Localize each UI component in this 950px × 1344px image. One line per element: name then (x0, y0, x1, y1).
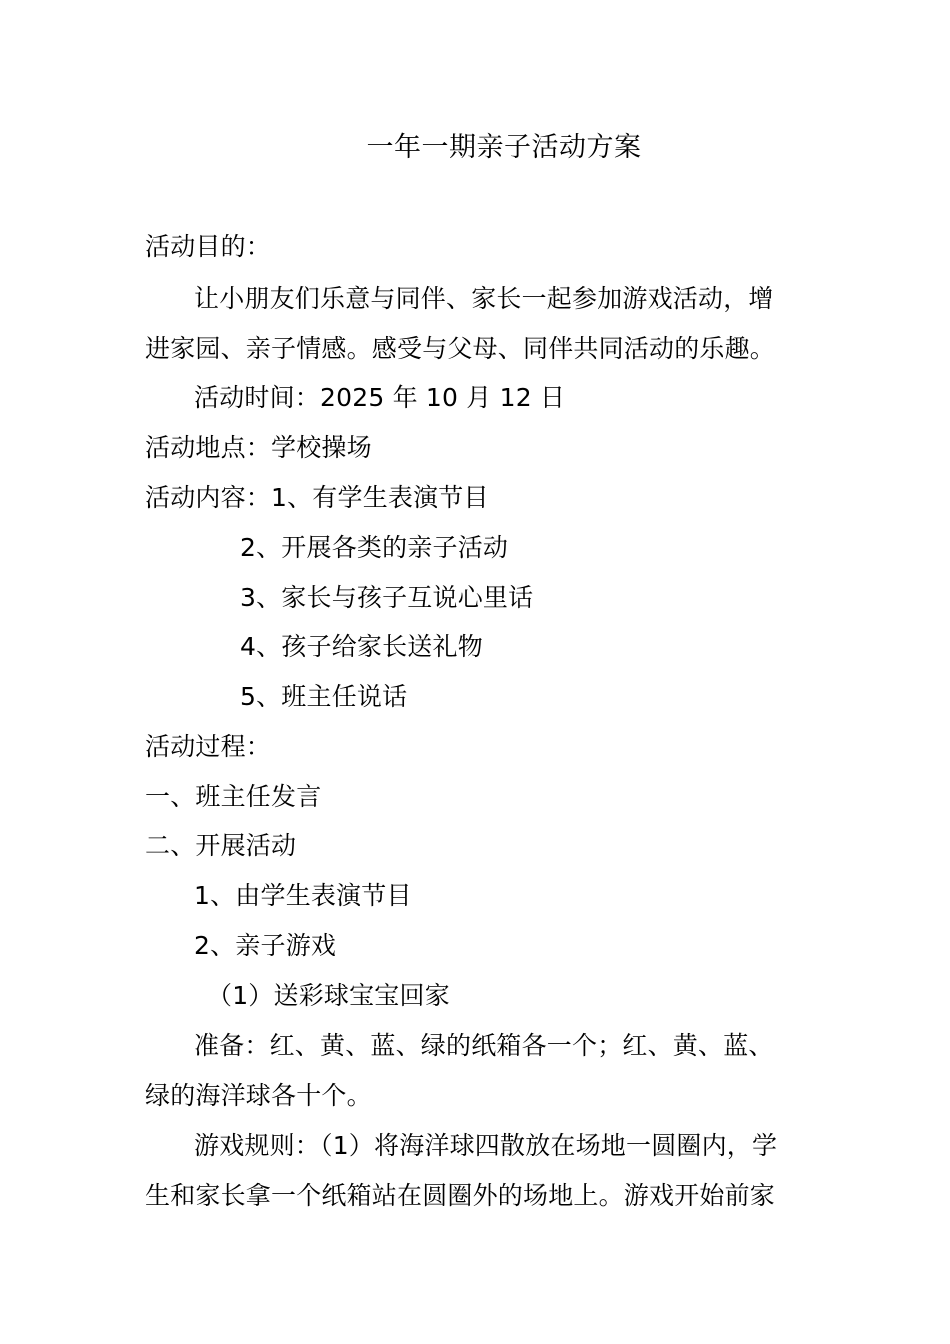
list-item: 3、家长与孩子互说心里话 (240, 583, 534, 612)
paragraph-line: 让小朋友们乐意与同伴、家长一起参加游戏活动，增 (194, 284, 774, 313)
section-heading-process: 活动过程： (145, 732, 272, 761)
section-heading-purpose: 活动目的： (145, 232, 272, 261)
activity-time: 活动时间：2025 年 10 月 12 日 (194, 383, 566, 412)
process-step: 一、班主任发言 (145, 782, 322, 811)
sub-step: 2、亲子游戏 (194, 931, 337, 960)
list-item: 5、班主任说话 (240, 682, 408, 711)
paragraph-line: 游戏规则：（1）将海洋球四散放在场地一圆圈内，学 (194, 1131, 778, 1160)
list-item: 4、孩子给家长送礼物 (240, 632, 483, 661)
paragraph-line: 进家园、亲子情感。感受与父母、同伴共同活动的乐趣。 (145, 334, 776, 363)
paragraph-line: 准备：红、黄、蓝、绿的纸箱各一个；红、黄、蓝、 (194, 1031, 774, 1060)
list-item: 2、开展各类的亲子活动 (240, 533, 509, 562)
document-title: 一年一期亲子活动方案 (366, 132, 642, 163)
paragraph-line: 绿的海洋球各十个。 (145, 1081, 372, 1110)
activity-location: 活动地点：学校操场 (145, 433, 372, 462)
game-title: （1）送彩球宝宝回家 (207, 981, 450, 1010)
paragraph-line: 生和家长拿一个纸箱站在圆圈外的场地上。游戏开始前家 (145, 1181, 776, 1210)
activity-content: 活动内容：1、有学生表演节目 (145, 483, 489, 512)
sub-step: 1、由学生表演节目 (194, 881, 412, 910)
process-step: 二、开展活动 (145, 831, 297, 860)
